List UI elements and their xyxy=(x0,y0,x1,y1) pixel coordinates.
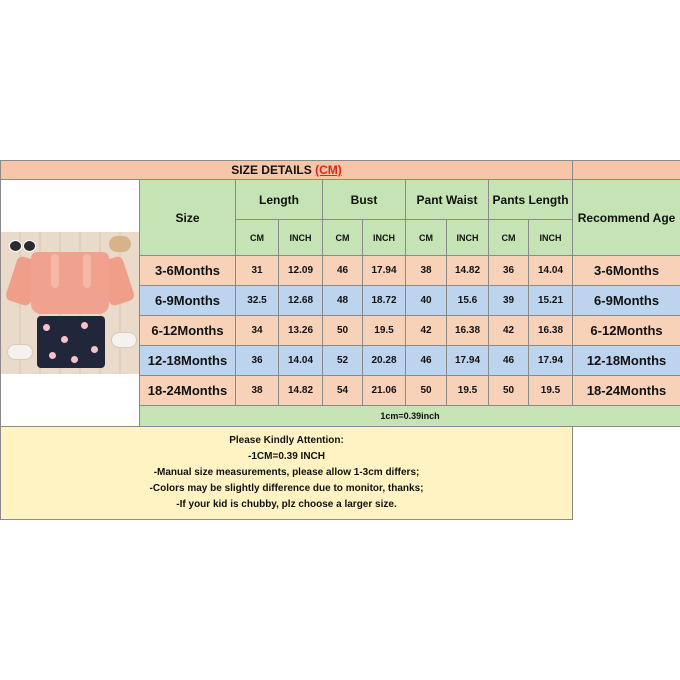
value-cell: 18.72 xyxy=(363,286,406,316)
value-cell: 14.04 xyxy=(529,256,573,286)
value-cell: 14.82 xyxy=(447,256,489,286)
header-recommend-age: Recommend Age xyxy=(573,180,680,256)
subheader-cm: CM xyxy=(406,220,447,256)
attention-line: -1CM=0.39 INCH xyxy=(248,451,325,462)
value-cell: 46 xyxy=(406,346,447,376)
attention-line: -Manual size measurements, please allow 1-3cm differs; xyxy=(153,467,420,478)
value-cell: 15.6 xyxy=(447,286,489,316)
subheader-cm: CM xyxy=(323,220,363,256)
value-cell: 16.38 xyxy=(447,316,489,346)
value-cell: 13.26 xyxy=(279,316,323,346)
header-pant-waist: Pant Waist xyxy=(406,180,489,220)
pink-top-image xyxy=(31,252,109,314)
value-cell: 40 xyxy=(406,286,447,316)
title-end-cell xyxy=(573,161,680,180)
shoe-icon xyxy=(7,344,33,360)
size-chart xyxy=(0,160,680,520)
value-cell: 17.94 xyxy=(447,346,489,376)
value-cell: 50 xyxy=(406,376,447,406)
value-cell: 19.5 xyxy=(363,316,406,346)
product-photo xyxy=(1,232,139,374)
header-size: Size xyxy=(140,180,236,256)
value-cell: 14.82 xyxy=(279,376,323,406)
title-unit: (CM) xyxy=(315,163,342,177)
product-image-cell xyxy=(1,180,140,427)
subheader-inch: INCH xyxy=(363,220,406,256)
subheader-cm: CM xyxy=(489,220,529,256)
attention-line: -Colors may be slightly difference due to monitor, thanks; xyxy=(149,483,424,494)
value-cell: 42 xyxy=(489,316,529,346)
value-cell: 20.28 xyxy=(363,346,406,376)
value-cell: 36 xyxy=(489,256,529,286)
value-cell: 16.38 xyxy=(529,316,573,346)
value-cell: 50 xyxy=(489,376,529,406)
value-cell: 50 xyxy=(323,316,363,346)
value-cell: 31 xyxy=(236,256,279,286)
header-length: Length xyxy=(236,180,323,220)
value-cell: 52 xyxy=(323,346,363,376)
conversion-note: 1cm=0.39inch xyxy=(140,406,680,427)
size-cell: 6-12Months xyxy=(140,316,236,346)
value-cell: 54 xyxy=(323,376,363,406)
attention-line: -If your kid is chubby, plz choose a larger size. xyxy=(176,499,397,510)
age-cell: 18-24Months xyxy=(573,376,680,406)
value-cell: 34 xyxy=(236,316,279,346)
value-cell: 42 xyxy=(406,316,447,346)
title-prefix: SIZE DETAILS xyxy=(231,163,316,177)
header-bust: Bust xyxy=(323,180,406,220)
age-cell: 6-12Months xyxy=(573,316,680,346)
size-table xyxy=(0,160,680,520)
value-cell: 21.06 xyxy=(363,376,406,406)
value-cell: 12.68 xyxy=(279,286,323,316)
age-cell: 6-9Months xyxy=(573,286,680,316)
toy-icon xyxy=(109,236,131,252)
value-cell: 19.5 xyxy=(447,376,489,406)
subheader-cm: CM xyxy=(236,220,279,256)
value-cell: 19.5 xyxy=(529,376,573,406)
value-cell: 17.94 xyxy=(363,256,406,286)
size-cell: 18-24Months xyxy=(140,376,236,406)
size-cell: 12-18Months xyxy=(140,346,236,376)
subheader-inch: INCH xyxy=(529,220,573,256)
sunglasses-icon xyxy=(9,240,35,250)
value-cell: 15.21 xyxy=(529,286,573,316)
shoe-icon xyxy=(111,332,137,348)
value-cell: 12.09 xyxy=(279,256,323,286)
size-details-title xyxy=(1,161,573,180)
attention-heading: Please Kindly Attention: xyxy=(229,435,344,446)
size-cell: 3-6Months xyxy=(140,256,236,286)
value-cell: 48 xyxy=(323,286,363,316)
value-cell: 36 xyxy=(236,346,279,376)
age-cell: 3-6Months xyxy=(573,256,680,286)
value-cell: 46 xyxy=(489,346,529,376)
value-cell: 39 xyxy=(489,286,529,316)
value-cell: 32.5 xyxy=(236,286,279,316)
floral-pants-image xyxy=(37,316,105,368)
header-pants-length: Pants Length xyxy=(489,180,573,220)
value-cell: 14.04 xyxy=(279,346,323,376)
value-cell: 17.94 xyxy=(529,346,573,376)
value-cell: 46 xyxy=(323,256,363,286)
value-cell: 38 xyxy=(406,256,447,286)
value-cell: 38 xyxy=(236,376,279,406)
size-cell: 6-9Months xyxy=(140,286,236,316)
age-cell: 12-18Months xyxy=(573,346,680,376)
subheader-inch: INCH xyxy=(447,220,489,256)
subheader-inch: INCH xyxy=(279,220,323,256)
attention-notes xyxy=(1,427,573,520)
